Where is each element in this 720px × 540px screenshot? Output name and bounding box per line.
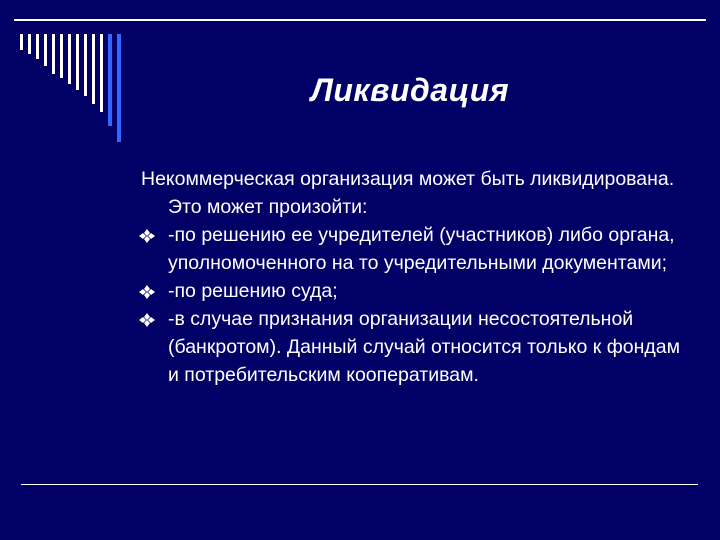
intro-paragraph: Некоммерческая организация может быть ликвидирована. Это может произойти:	[141, 168, 675, 218]
bullet-text: -по решению ее учредителей (участников) либо органа, уполномоченного на то учредительными документами;	[168, 224, 675, 274]
top-divider	[14, 19, 706, 21]
slide-title: Ликвидация	[310, 72, 510, 108]
four-petal-diamond-icon	[138, 312, 156, 328]
slide-body	[141, 165, 681, 389]
bullet-text: -по решению суда;	[168, 280, 338, 302]
decorative-bars	[0, 0, 130, 150]
bullet-item	[141, 305, 681, 389]
four-petal-diamond-icon	[138, 284, 156, 300]
bullet-item	[141, 277, 681, 305]
bottom-divider	[21, 484, 698, 485]
four-petal-diamond-icon	[138, 228, 156, 244]
bullet-text: -в случае признания организации несостоятельной (банкротом). Данный случай относится только к фондам и потребительским кооперативам.	[168, 308, 680, 386]
bullet-item	[141, 221, 681, 277]
